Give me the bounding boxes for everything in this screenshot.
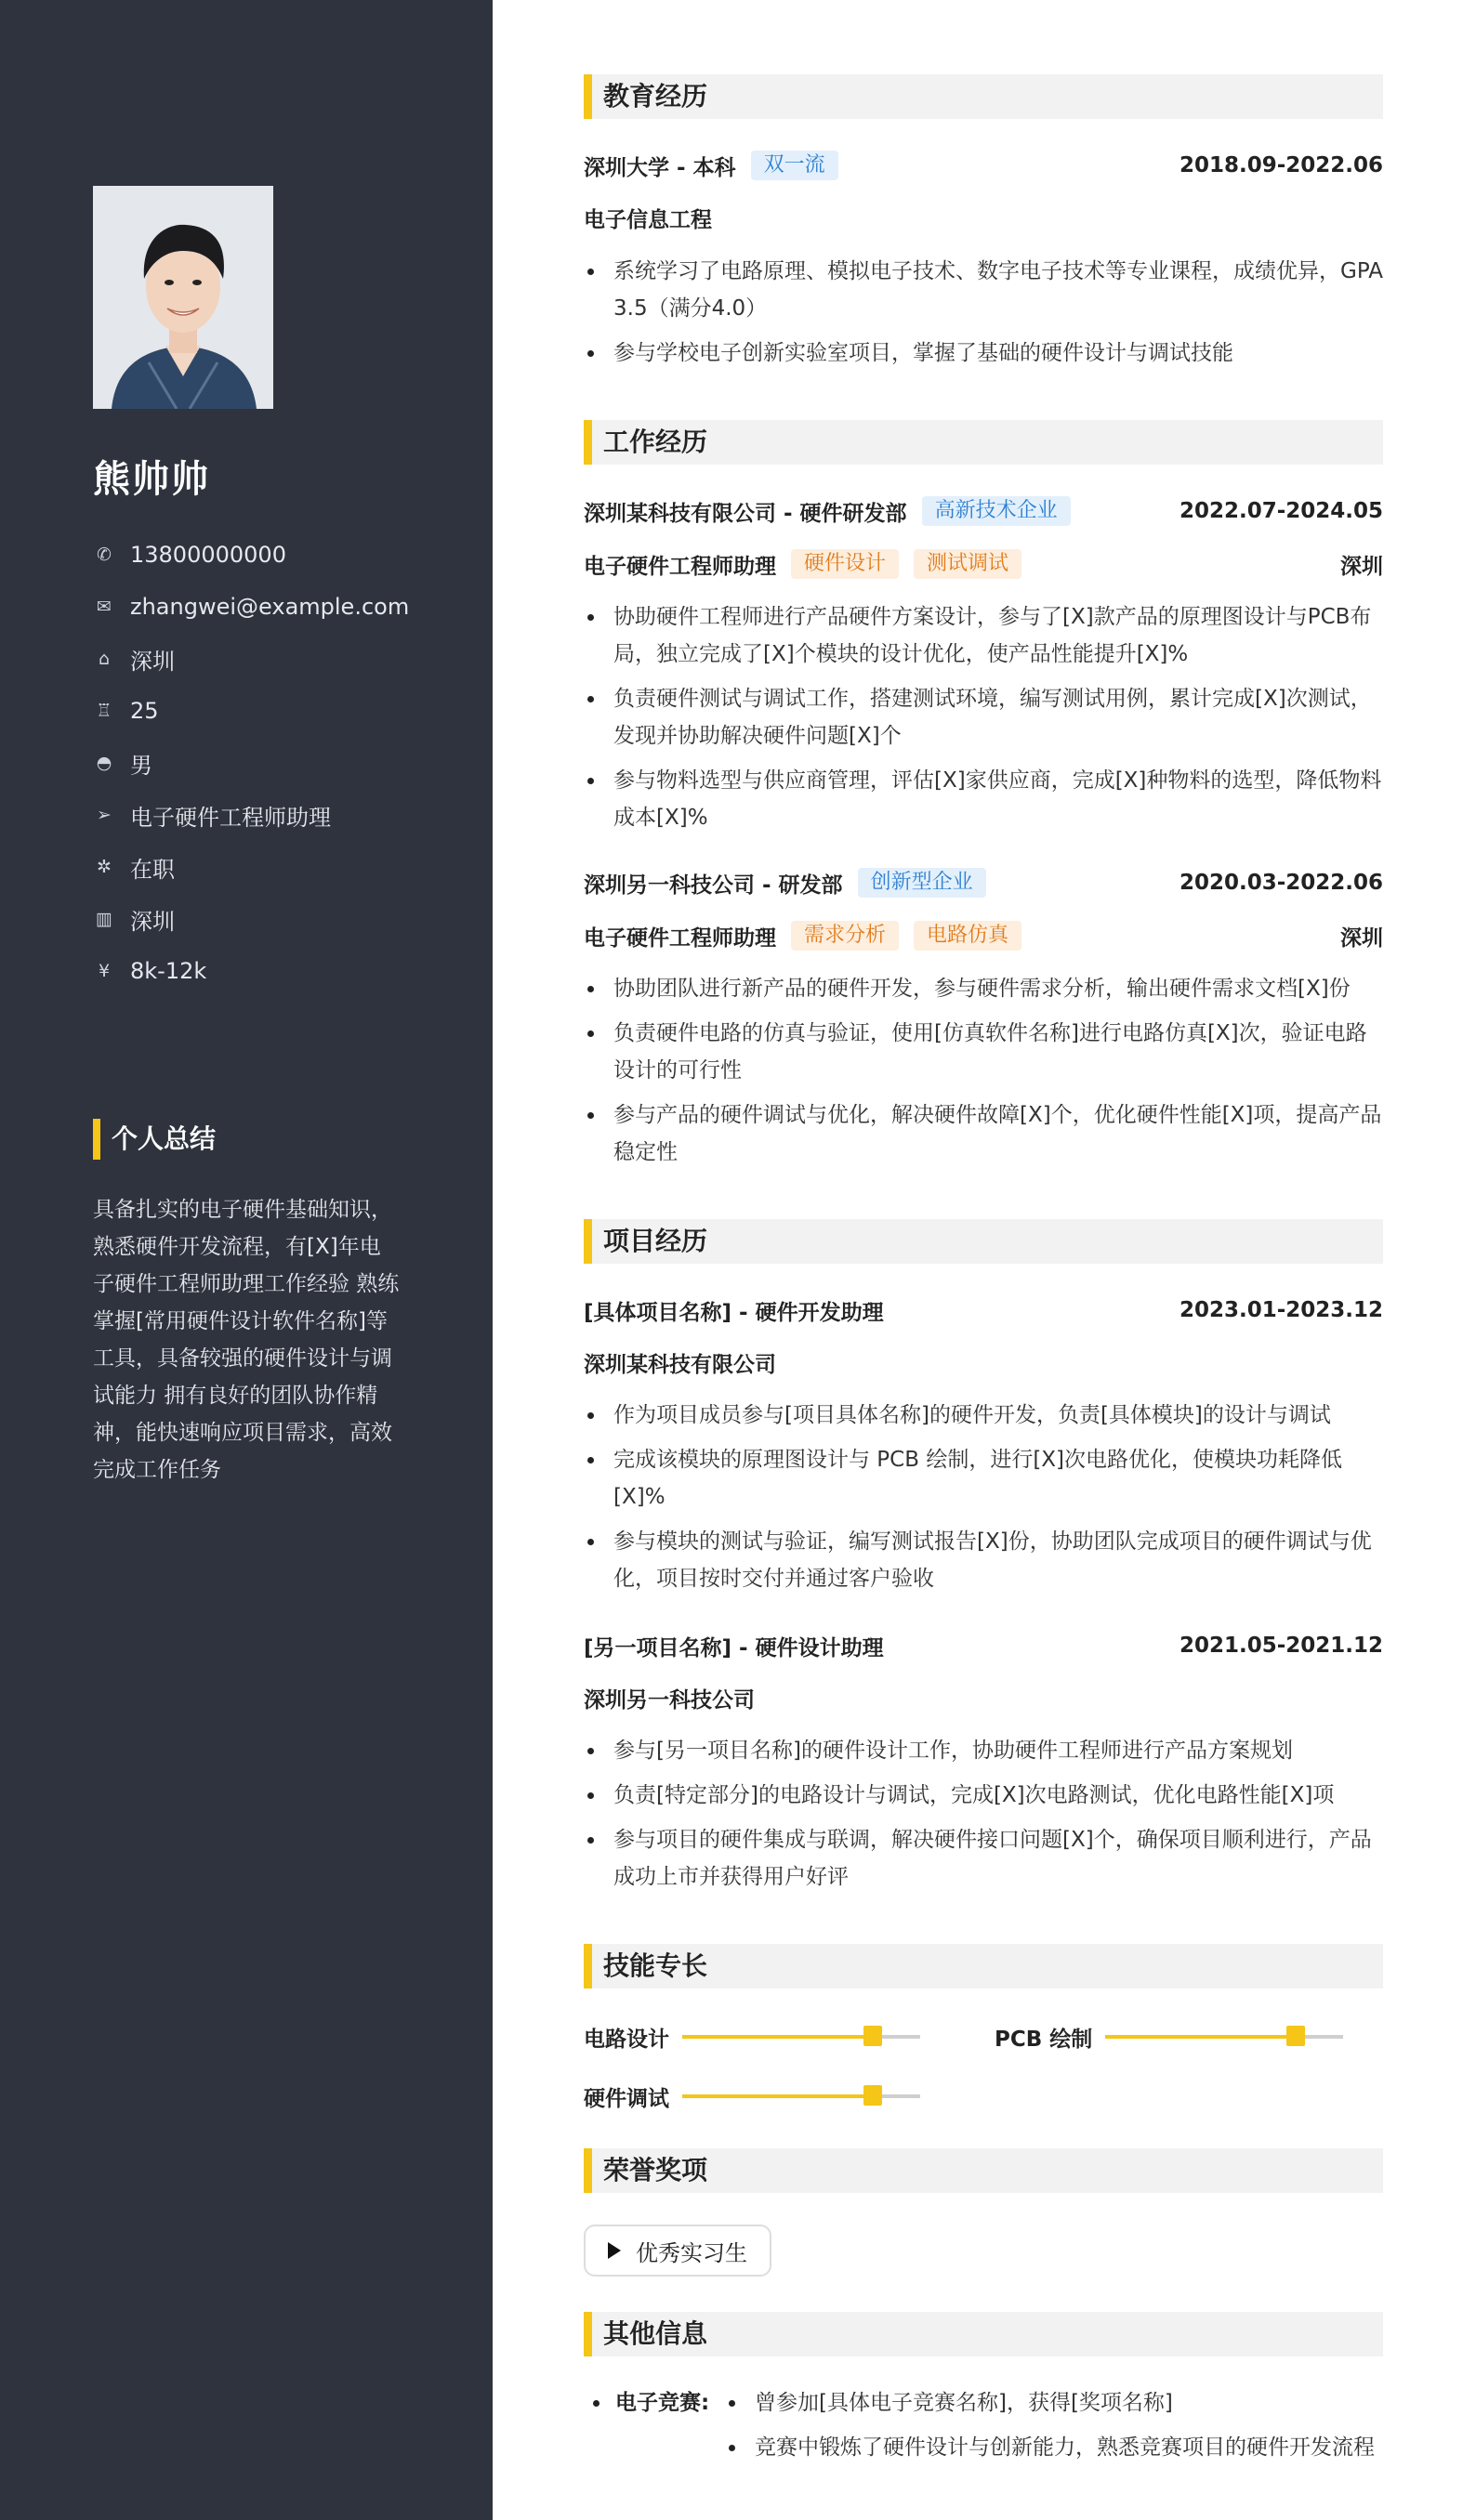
list-item: 负责[特定部分]的电路设计与调试，完成[X]次电路测试，优化电路性能[X]项 xyxy=(584,1777,1383,1814)
contact-info-list xyxy=(93,529,493,997)
project-bullets xyxy=(584,1397,1383,1605)
job-period: 2022.07-2024.05 xyxy=(1179,499,1383,523)
education-period: 2018.09-2022.06 xyxy=(1179,153,1383,177)
list-item: 参与项目的硬件集成与联调，解决硬件接口问题[X]个，确保项目顺利进行，产品成功上市并获得用户好评 xyxy=(584,1821,1383,1896)
job-city: 深圳 xyxy=(1340,925,1383,951)
cake-icon: ♖ xyxy=(96,701,112,721)
role-tag: 需求分析 xyxy=(791,921,899,951)
school-tag: 双一流 xyxy=(751,151,838,180)
skill-name: 硬件调试 xyxy=(584,2086,669,2111)
skill-bar xyxy=(682,2035,920,2039)
job-bullets xyxy=(584,970,1383,1178)
skill-bar-fill xyxy=(1105,2035,1296,2039)
email-text: zhangwei@example.com xyxy=(130,594,410,620)
info-phone xyxy=(93,529,493,581)
job-period: 2020.03-2022.06 xyxy=(1179,871,1383,895)
phone-text: 13800000000 xyxy=(130,542,286,568)
education-header xyxy=(584,147,1383,184)
job-header xyxy=(584,864,1383,901)
gender-text: 男 xyxy=(130,752,152,779)
major-name: 电子信息工程 xyxy=(584,207,712,232)
status-icon: ✲ xyxy=(97,857,112,877)
gender-icon: ◓ xyxy=(96,753,112,773)
candidate-name: 熊帅帅 xyxy=(93,458,210,501)
honor-badge xyxy=(584,2225,771,2277)
list-item: 系统学习了电路原理、模拟电子技术、数字电子技术等专业课程，成绩优异，GPA 3.5（满分4.0） xyxy=(584,253,1383,327)
honors-section-title: 荣誉奖项 xyxy=(584,2148,1383,2193)
other-bullets xyxy=(725,2384,1383,2474)
education-bullets xyxy=(584,253,1383,379)
info-age xyxy=(93,685,493,737)
job-role-row xyxy=(584,917,1383,954)
school-name: 深圳大学 - 本科 xyxy=(584,155,736,180)
project-period: 2021.05-2021.12 xyxy=(1179,1634,1383,1658)
list-item: 参与物料选型与供应商管理，评估[X]家供应商，完成[X]种物料的选型，降低物料成本[X]% xyxy=(584,762,1383,836)
role-tag: 测试调试 xyxy=(914,549,1021,579)
project-period: 2023.01-2023.12 xyxy=(1179,1298,1383,1322)
status-text: 在职 xyxy=(130,856,175,883)
job-role: 电子硬件工程师助理 xyxy=(584,554,776,579)
role-tag: 硬件设计 xyxy=(791,549,899,579)
home-text: 深圳 xyxy=(130,648,175,675)
info-position xyxy=(93,789,493,841)
list-item: 作为项目成员参与[项目具体名称]的硬件开发，负责[具体模块]的设计与调试 xyxy=(584,1397,1383,1434)
list-item: 负责硬件电路的仿真与验证，使用[仿真软件名称]进行电路仿真[X]次，验证电路设计的可行性 xyxy=(584,1015,1383,1089)
honor-label: 优秀实习生 xyxy=(636,2239,747,2266)
list-item: 协助团队进行新产品的硬件开发，参与硬件需求分析，输出硬件需求文档[X]份 xyxy=(584,970,1383,1007)
project-header xyxy=(584,1627,1383,1664)
project-org: 深圳另一科技公司 xyxy=(584,1687,755,1713)
skill-item xyxy=(995,2018,1343,2055)
job-role-row xyxy=(584,545,1383,583)
skill-bar-fill xyxy=(682,2035,873,2039)
age-text: 25 xyxy=(130,698,159,724)
project-org: 深圳某科技有限公司 xyxy=(584,1352,776,1377)
salary-text: 8k-12k xyxy=(130,958,207,984)
skill-name: PCB 绘制 xyxy=(995,2027,1093,2052)
info-city xyxy=(93,893,493,945)
skill-item xyxy=(584,2018,920,2055)
job-header xyxy=(584,492,1383,530)
skill-name: 电路设计 xyxy=(584,2027,669,2052)
city-text: 深圳 xyxy=(130,908,175,935)
skill-bar xyxy=(682,2094,920,2098)
projects-section-title: 项目经历 xyxy=(584,1219,1383,1264)
skill-bar-fill xyxy=(682,2094,873,2098)
list-item: 参与学校电子创新实验室项目，掌握了基础的硬件设计与调试技能 xyxy=(584,335,1383,372)
list-item: 参与模块的测试与验证，编写测试报告[X]份，协助团队完成项目的硬件调试与优化，项目按时交付并通过客户验收 xyxy=(584,1523,1383,1597)
home-icon: ⌂ xyxy=(98,649,111,669)
skill-bar-knob xyxy=(1286,2026,1305,2046)
profile-photo xyxy=(93,186,273,409)
skill-bar xyxy=(1105,2035,1343,2039)
company-tag: 高新技术企业 xyxy=(922,496,1071,526)
project-name: [具体项目名称] - 硬件开发助理 xyxy=(584,1300,884,1325)
company-tag: 创新型企业 xyxy=(858,868,986,898)
list-item: 负责硬件测试与调试工作，搭建测试环境，编写测试用例，累计完成[X]次测试，发现并协助解决硬件问题[X]个 xyxy=(584,680,1383,755)
project-header xyxy=(584,1292,1383,1329)
skill-bar-knob xyxy=(863,2085,882,2106)
phone-icon: ✆ xyxy=(97,545,112,565)
company-name: 深圳另一科技公司 - 研发部 xyxy=(584,873,843,898)
skill-bar-knob xyxy=(863,2026,882,2046)
skills-section-title: 技能专长 xyxy=(584,1944,1383,1988)
company-name: 深圳某科技有限公司 - 硬件研发部 xyxy=(584,501,907,526)
job-bullets xyxy=(584,598,1383,844)
project-org-row xyxy=(584,1679,1383,1716)
list-item: 曾参加[具体电子竞赛名称]，获得[奖项名称] xyxy=(725,2384,1383,2422)
summary-title: 个人总结 xyxy=(93,1119,216,1160)
list-item: 参与产品的硬件调试与优化，解决硬件故障[X]个，优化硬件性能[X]项，提高产品稳定性 xyxy=(584,1096,1383,1171)
job-role: 电子硬件工程师助理 xyxy=(584,925,776,951)
position-text: 电子硬件工程师助理 xyxy=(130,804,331,831)
info-email xyxy=(93,581,493,633)
role-tag: 电路仿真 xyxy=(914,921,1021,951)
play-icon xyxy=(608,2242,621,2259)
list-item: 协助硬件工程师进行产品硬件方案设计，参与了[X]款产品的原理图设计与PCB布局，独立完成了[X]个模块的设计优化，使产品性能提升[X]% xyxy=(584,598,1383,673)
work-section-title: 工作经历 xyxy=(584,420,1383,465)
mail-icon: ✉ xyxy=(97,597,112,617)
job-city: 深圳 xyxy=(1340,554,1383,579)
info-gender xyxy=(93,737,493,789)
salary-icon: ¥ xyxy=(98,961,111,981)
list-item: 竞赛中锻炼了硬件设计与创新能力，熟悉竞赛项目的硬件开发流程 xyxy=(725,2429,1383,2466)
skill-item xyxy=(584,2078,920,2115)
info-status xyxy=(93,841,493,893)
info-home xyxy=(93,633,493,685)
info-salary xyxy=(93,945,493,997)
list-item: 完成该模块的原理图设计与 PCB 绘制，进行[X]次电路优化，使模块功耗降低[X]% xyxy=(584,1441,1383,1516)
list-item: 参与[另一项目名称]的硬件设计工作，协助硬件工程师进行产品方案规划 xyxy=(584,1732,1383,1769)
education-section-title: 教育经历 xyxy=(584,74,1383,119)
send-icon: ➢ xyxy=(97,805,112,825)
summary-text: 具备扎实的电子硬件基础知识，熟悉硬件开发流程，有[X]年电子硬件工程师助理工作经验 熟练掌握[常用硬件设计软件名称]等工具，具备较强的硬件设计与调试能力 拥有良好的团队协作精神，能快速响应项目需求，高效完成工作任务 xyxy=(93,1198,400,1482)
project-name: [另一项目名称] - 硬件设计助理 xyxy=(584,1635,884,1660)
project-org-row xyxy=(584,1344,1383,1381)
major-row xyxy=(584,199,1383,236)
project-bullets xyxy=(584,1732,1383,1903)
building-icon: ▥ xyxy=(96,909,112,929)
other-section-title: 其他信息 xyxy=(584,2312,1383,2356)
other-label: 电子竞赛: xyxy=(615,2384,709,2422)
